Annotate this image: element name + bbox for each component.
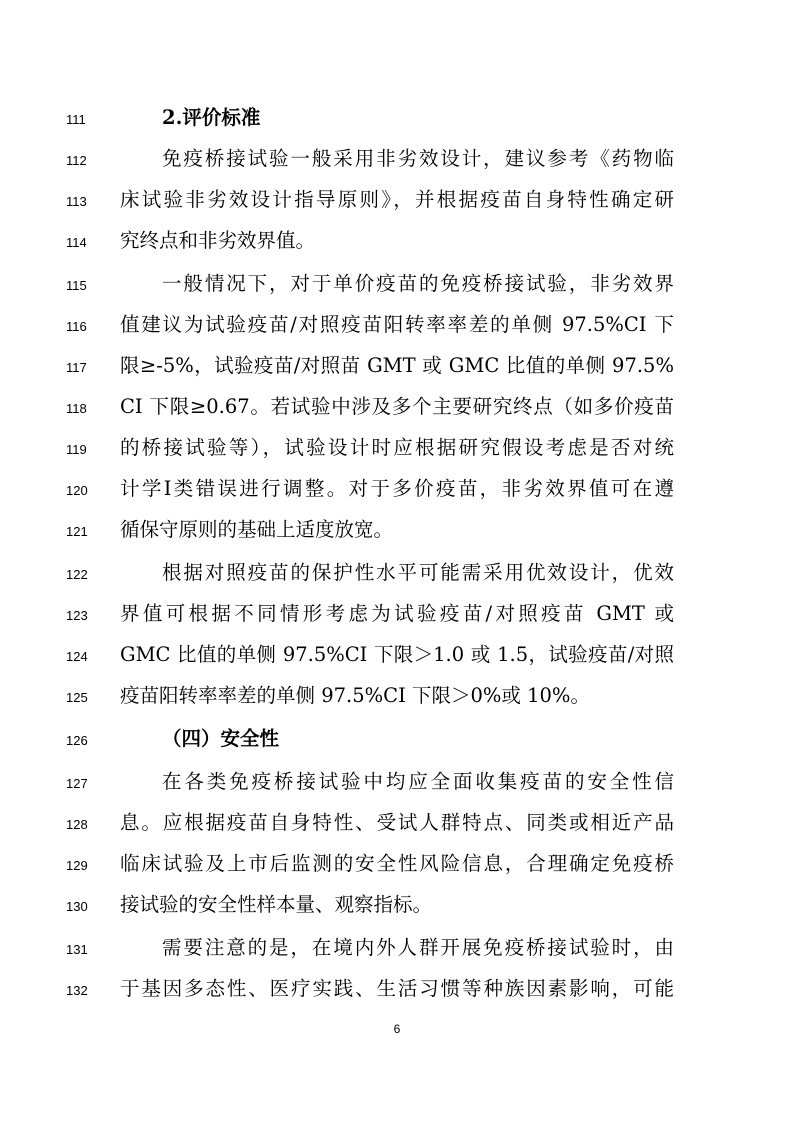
line-number: 127 xyxy=(66,776,88,791)
line-129 xyxy=(0,844,794,886)
paragraph-line: 需要注意的是，在境内外人群开展免疫桥接试验时，由 xyxy=(162,936,674,959)
paragraph-line: 在各类免疫桥接试验中均应全面收集疫苗的安全性信 xyxy=(162,770,674,793)
line-115 xyxy=(0,264,794,306)
line-112 xyxy=(0,139,794,181)
paragraph-line: 息。应根据疫苗自身特性、受试人群特点、同类或相近产品 xyxy=(120,811,674,834)
line-114 xyxy=(0,221,794,263)
line-number: 125 xyxy=(66,690,88,705)
line-number: 129 xyxy=(66,858,88,873)
paragraph-line: 免疫桥接试验一般采用非劣效设计，建议参考《药物临 xyxy=(162,147,674,170)
line-126 xyxy=(0,719,794,761)
line-119 xyxy=(0,428,794,470)
line-number: 121 xyxy=(66,524,88,539)
paragraph-line: 计学Ⅰ类错误进行调整。对于多价疫苗，非劣效界值可在遵 xyxy=(120,477,674,500)
line-number: 130 xyxy=(66,899,88,914)
line-117 xyxy=(0,346,794,388)
line-number: 128 xyxy=(66,817,88,832)
paragraph-line: GMC 比值的单侧 97.5%CI 下限＞1.0 或 1.5，试验疫苗/对照 xyxy=(120,643,674,666)
paragraph-line: 一般情况下，对于单价疫苗的免疫桥接试验，非劣效界 xyxy=(162,272,674,295)
line-number: 118 xyxy=(66,401,87,416)
line-122 xyxy=(0,553,794,595)
section-heading: （四）安全性 xyxy=(162,727,280,750)
line-120 xyxy=(0,469,794,511)
paragraph-line: 究终点和非劣效界值。 xyxy=(120,229,316,252)
line-number: 115 xyxy=(66,278,87,293)
line-116 xyxy=(0,305,794,347)
line-number: 132 xyxy=(66,983,88,998)
paragraph-line: 限≥-5%，试验疫苗/对照苗 GMT 或 GMC 比值的单侧 97.5% xyxy=(120,354,674,377)
line-number: 112 xyxy=(66,153,87,168)
line-number: 114 xyxy=(66,235,87,250)
line-121 xyxy=(0,510,794,552)
page-number: 6 xyxy=(393,1022,401,1036)
line-118 xyxy=(0,387,794,429)
paragraph-line: 疫苗阳转率率差的单侧 97.5%CI 下限＞0%或 10%。 xyxy=(120,684,590,707)
line-number: 120 xyxy=(66,483,88,498)
paragraph-line: 值建议为试验疫苗/对照疫苗阳转率率差的单侧 97.5%CI 下 xyxy=(120,313,674,336)
line-number: 124 xyxy=(66,649,88,664)
paragraph-line: 循保守原则的基础上适度放宽。 xyxy=(120,518,394,541)
line-number: 126 xyxy=(66,733,88,748)
paragraph-line: 床试验非劣效设计指导原则》，并根据疫苗自身特性确定研 xyxy=(120,188,674,211)
line-number: 131 xyxy=(66,942,88,957)
line-number: 119 xyxy=(66,442,87,457)
line-125 xyxy=(0,676,794,718)
paragraph-line: 的桥接试验等），试验设计时应根据研究假设考虑是否对统 xyxy=(120,436,674,459)
line-number: 117 xyxy=(66,360,87,375)
line-113 xyxy=(0,180,794,222)
line-number: 122 xyxy=(66,567,88,582)
line-128 xyxy=(0,803,794,845)
section-heading: 2.评价标准 xyxy=(162,106,261,129)
line-130 xyxy=(0,885,794,927)
line-131 xyxy=(0,928,794,970)
paragraph-line: 临床试验及上市后监测的安全性风险信息，合理确定免疫桥 xyxy=(120,852,674,875)
paragraph-line: 根据对照疫苗的保护性水平可能需采用优效设计，优效 xyxy=(162,561,674,584)
paragraph-line: 界值可根据不同情形考虑为试验疫苗/对照疫苗 GMT 或 xyxy=(120,602,674,625)
line-number: 111 xyxy=(66,112,86,127)
paragraph-line: 接试验的安全性样本量、观察指标。 xyxy=(120,893,433,916)
paragraph-line: CI 下限≥0.67。若试验中涉及多个主要研究终点（如多价疫苗 xyxy=(120,395,674,418)
paragraph-line: 于基因多态性、医疗实践、生活习惯等种族因素影响，可能 xyxy=(120,977,674,1000)
line-123 xyxy=(0,594,794,636)
line-number: 123 xyxy=(66,608,88,623)
line-127 xyxy=(0,762,794,804)
line-132 xyxy=(0,969,794,1011)
line-111 xyxy=(0,98,794,140)
line-number: 116 xyxy=(66,319,87,334)
line-number: 113 xyxy=(66,194,87,209)
line-124 xyxy=(0,635,794,677)
